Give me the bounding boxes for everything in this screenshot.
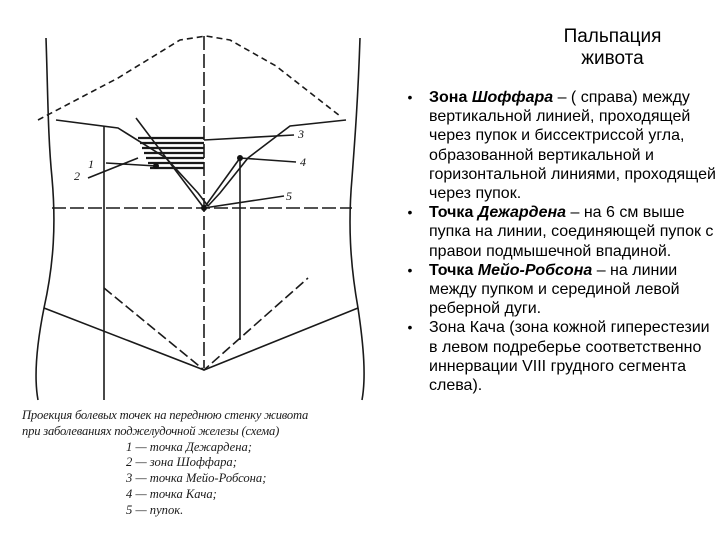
leader-2 — [88, 158, 138, 178]
bullet-text: – на линии между пупком и серединой левой реберной дуги. — [429, 261, 680, 318]
figure-caption — [22, 408, 417, 519]
legend-item: 5 — пупок. — [126, 502, 184, 517]
label-5: 5 — [286, 189, 292, 203]
bullet-list — [402, 88, 720, 395]
bullet-item — [402, 88, 720, 203]
caption-line: при заболеваниях поджелудочной железы (схема) — [22, 423, 280, 438]
legend-item: 2 — зона Шоффара; — [126, 455, 237, 470]
kach-dot — [237, 155, 243, 161]
bullet-bold: Точка — [429, 261, 478, 279]
bullet-item — [402, 203, 720, 261]
shoffar-zone — [138, 138, 204, 168]
inguinal-lines — [104, 278, 308, 370]
legend-item: 3 — точка Мейо-Робсона; — [126, 471, 267, 486]
umbilicus-dot — [201, 205, 207, 211]
bullet-item — [402, 318, 720, 395]
leader-3 — [204, 135, 294, 140]
bullet-term: Шоффара — [471, 89, 554, 106]
bullet-bold: Точка — [429, 204, 478, 222]
bullet-text: Зона Кача (зона кожной гиперестезии в левом подреберье соответственно иннервации VIII грудного сегмента слева). — [429, 319, 710, 395]
leader-4 — [240, 158, 296, 162]
bullet-term: Дежардена — [477, 204, 567, 222]
label-1: 1 — [88, 157, 94, 171]
bullet-dot-icon: • — [407, 89, 413, 105]
caption-line: Проекция болевых точек на переднюю стенку живота — [22, 408, 309, 422]
bullet-item — [402, 261, 720, 319]
torso-right-outline — [350, 38, 364, 400]
legend-item: 1 — точка Дежардена; — [126, 439, 253, 454]
costal-margin — [38, 36, 340, 120]
lower-abdomen — [44, 308, 358, 370]
dejardin-dot — [153, 163, 159, 169]
label-4: 4 — [300, 155, 306, 169]
legend-item: 4 — точка Кача; — [126, 486, 217, 501]
bullet-dot-icon: • — [407, 204, 413, 221]
bullet-bold: Зона — [429, 89, 472, 106]
bullet-text: – на 6 см выше пупка на линии, соединяющей пупок с правои подмышечной впадиной. — [429, 204, 714, 260]
bullet-dot-icon: • — [407, 261, 413, 278]
label-3: 3 — [298, 127, 304, 141]
bullet-text: – ( справа) между вертикальной линией, проходящей через пупок и биссектриссой угла, образованной вертикальной и горизонтальной линиями, проходящей через пупок. — [429, 89, 716, 203]
torso-left-outline — [36, 38, 54, 400]
slide-title: Пальпация живота — [563, 26, 662, 69]
costal-arch-right — [208, 120, 346, 206]
label-2: 2 — [74, 169, 80, 183]
line-to-rib — [204, 158, 240, 208]
bullet-term: Мейо-Робсона — [477, 261, 593, 279]
bullet-dot-icon: • — [407, 319, 413, 336]
